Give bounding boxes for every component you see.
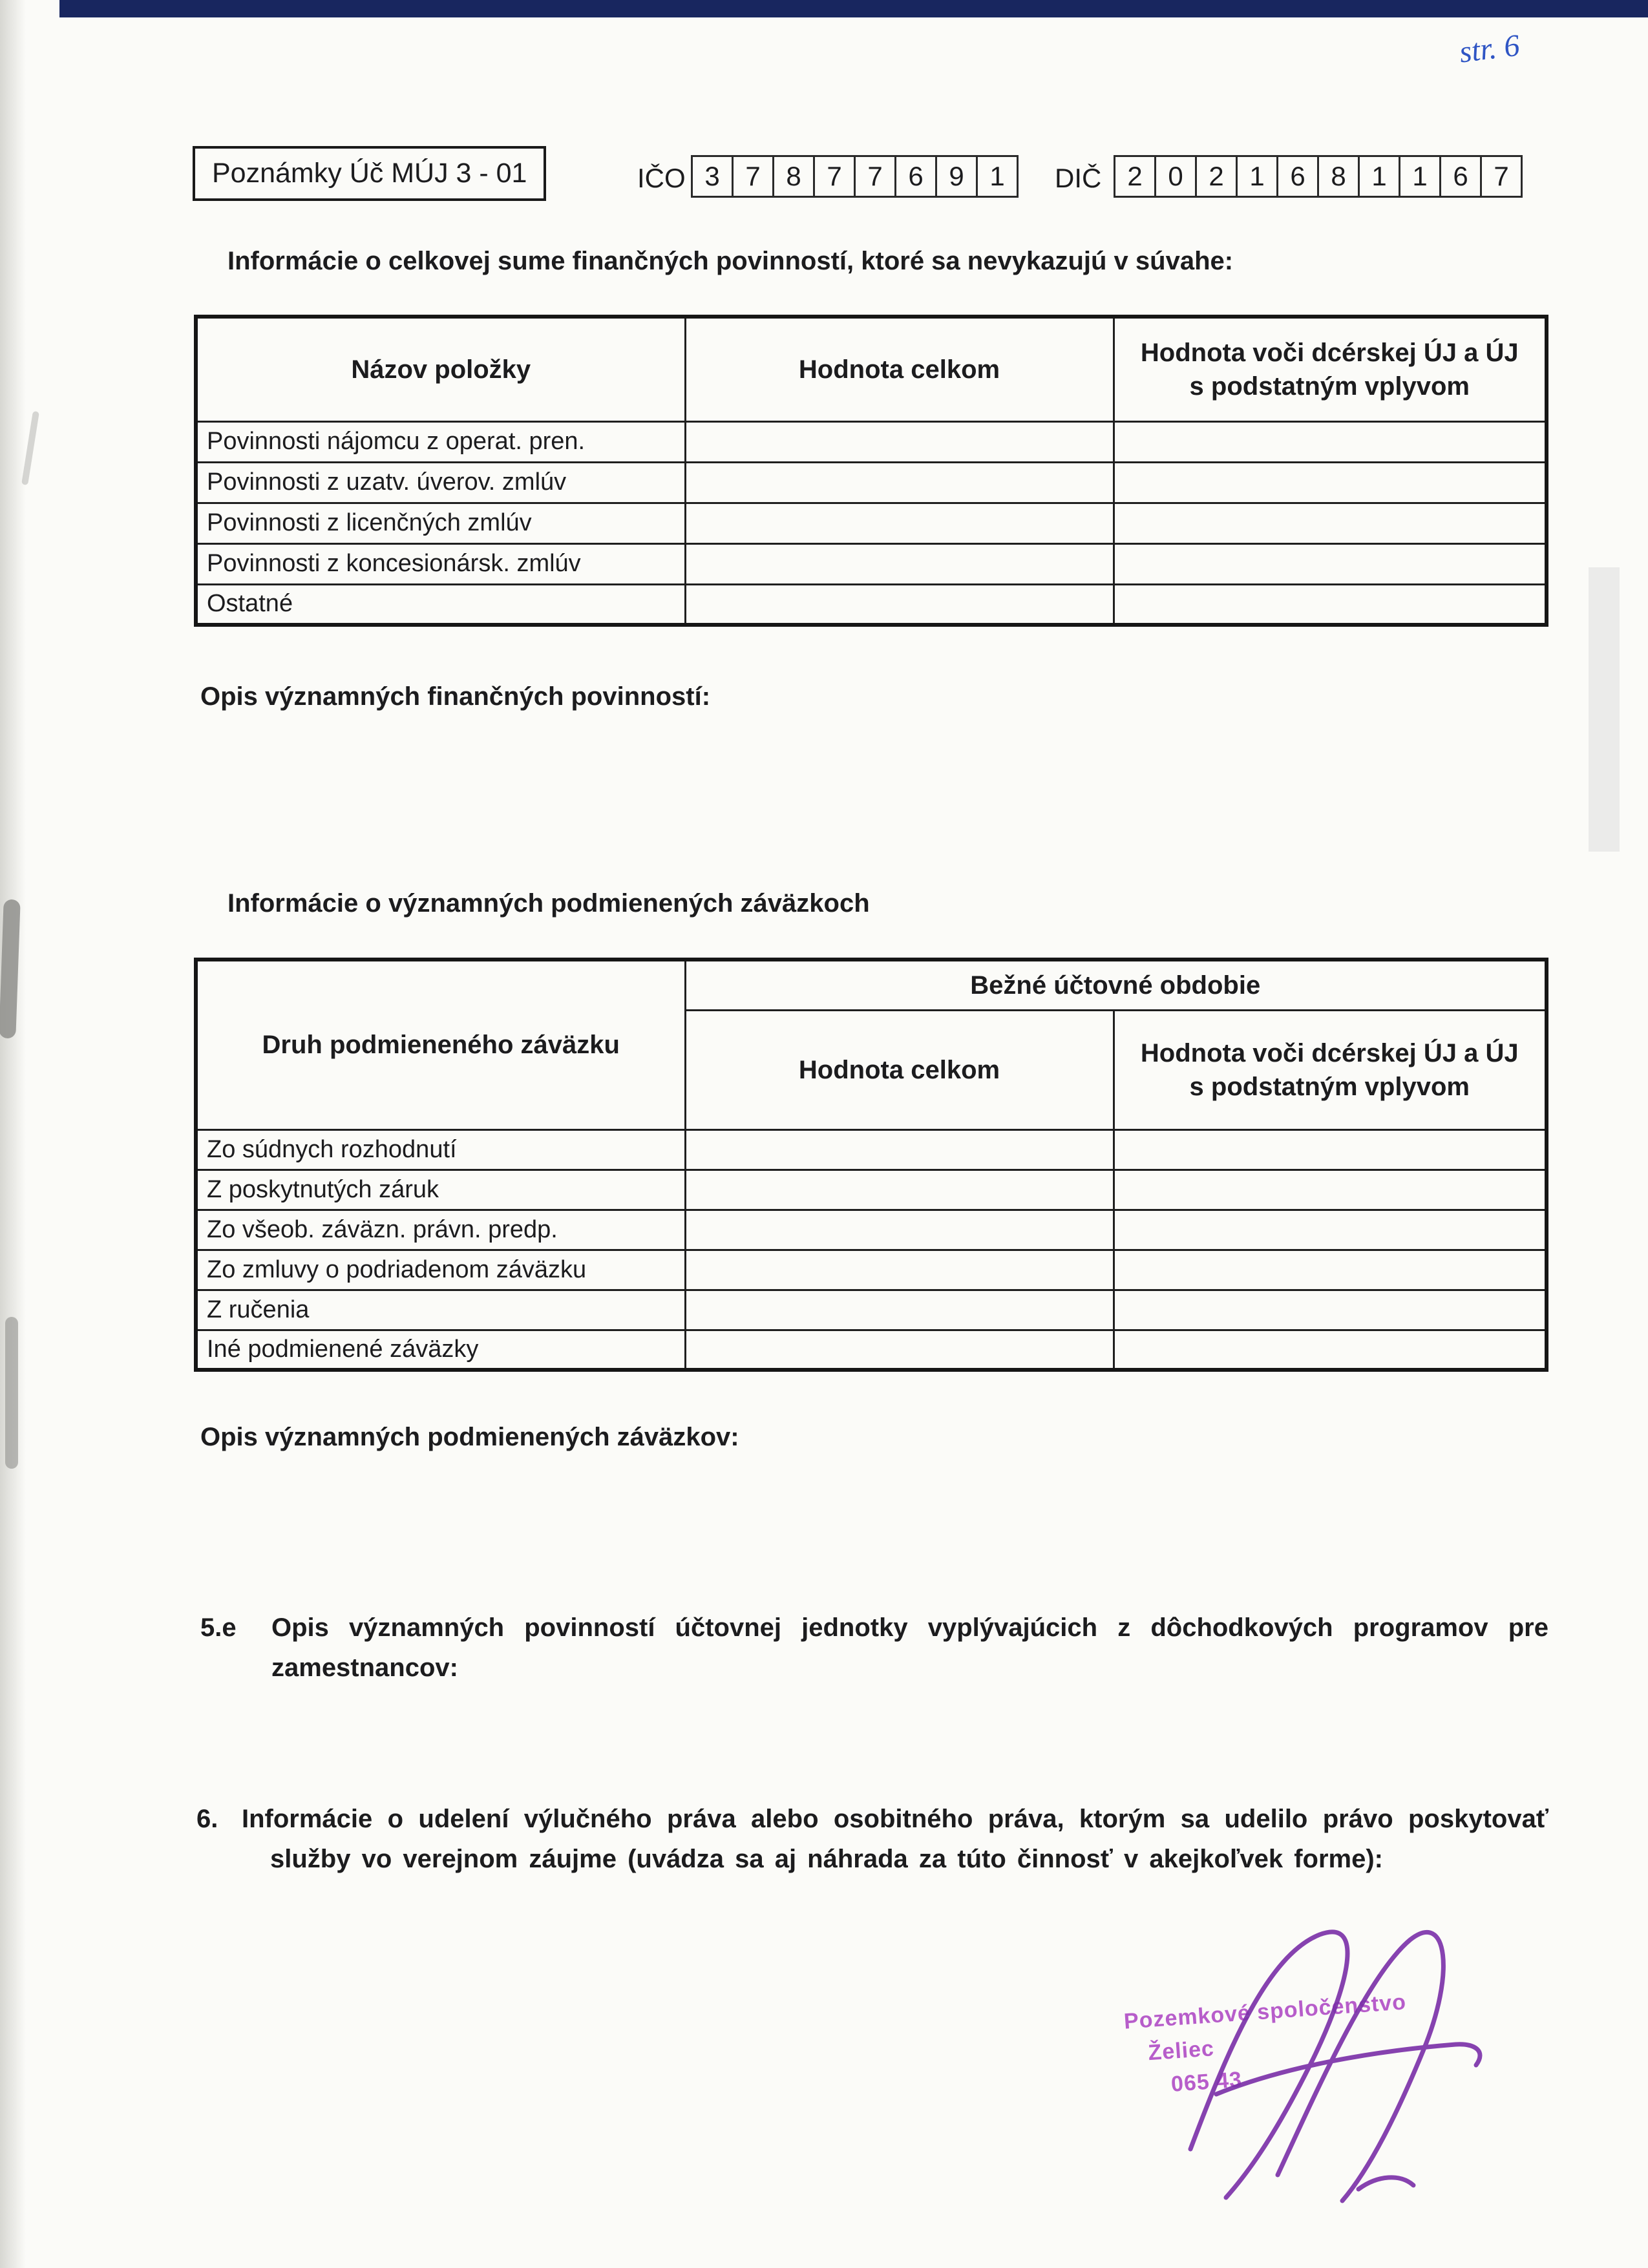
section-6-text: Informácie o udelení výlučného práva alebo osobitného práva, ktorým sa udelilo právo poskytovať služby vo verejnom záujme (uvádza sa aj náhrada za túto činnosť v akejkoľvek forme): xyxy=(242,1805,1548,1873)
value-cell-subsidiary xyxy=(1114,1290,1547,1330)
table-row xyxy=(196,1250,1547,1290)
row-label: Ostatné xyxy=(196,584,685,625)
value-cell-total xyxy=(685,1250,1114,1290)
ico-digit: 7 xyxy=(732,155,774,198)
table-row xyxy=(196,1330,1547,1370)
section1-title: Informácie o celkovej sume finančných povinností, ktoré sa nevykazujú v súvahe: xyxy=(227,247,1234,275)
stamp-line: 065 43 xyxy=(1170,2067,1243,2097)
handwritten-page-number: str. 6 xyxy=(1457,28,1522,70)
col-header-total: Hodnota celkom xyxy=(685,317,1114,421)
contingent-liabilities-description-label: Opis významných podmienených záväzkov: xyxy=(200,1423,739,1451)
col-header-period: Bežné účtovné obdobie xyxy=(685,960,1547,1010)
row-label: Z poskytnutých záruk xyxy=(196,1170,685,1210)
value-cell-total xyxy=(685,1210,1114,1250)
value-cell-subsidiary xyxy=(1114,1330,1547,1370)
dic-digit: 0 xyxy=(1154,155,1197,198)
ico-digit: 7 xyxy=(813,155,856,198)
table-row xyxy=(196,543,1547,584)
value-cell-total xyxy=(685,421,1114,462)
value-cell-subsidiary xyxy=(1114,584,1547,625)
value-cell-total xyxy=(685,1129,1114,1170)
ico-digit: 1 xyxy=(976,155,1019,198)
form-title: Poznámky Úč MÚJ 3 - 01 xyxy=(212,158,527,189)
ico-label: IČO xyxy=(637,163,686,193)
value-cell-total xyxy=(685,1330,1114,1370)
scan-artifact-right-band xyxy=(1589,567,1620,852)
row-label: Zo súdnych rozhodnutí xyxy=(196,1129,685,1170)
dic-digit: 1 xyxy=(1358,155,1400,198)
value-cell-subsidiary xyxy=(1114,1210,1547,1250)
ico-digit: 6 xyxy=(894,155,937,198)
financial-obligations-table xyxy=(194,315,1548,627)
table-row xyxy=(196,462,1547,503)
row-label: Zo všeob. záväzn. právn. predp. xyxy=(196,1210,685,1250)
table-row xyxy=(196,1210,1547,1250)
row-label: Povinnosti z koncesionársk. zmlúv xyxy=(196,543,685,584)
contingent-liabilities-table xyxy=(194,958,1548,1372)
col-header-name: Názov položky xyxy=(196,317,685,421)
section-5e-text: Opis významných povinností účtovnej jednotky vyplývajúcich z dôchodkových programov pre zamestnancov: xyxy=(271,1613,1548,1682)
value-cell-total xyxy=(685,543,1114,584)
value-cell-total xyxy=(685,462,1114,503)
signature xyxy=(1145,1897,1507,2207)
dic-digit: 2 xyxy=(1114,155,1156,198)
table-row xyxy=(196,1129,1547,1170)
section-6 xyxy=(196,1799,1548,1879)
value-cell-subsidiary xyxy=(1114,503,1547,543)
col-header-type: Druh podmieneného záväzku xyxy=(196,960,685,1129)
value-cell-total xyxy=(685,503,1114,543)
ico-digit: 7 xyxy=(854,155,896,198)
row-label: Povinnosti nájomcu z operat. pren. xyxy=(196,421,685,462)
dic-digit: 6 xyxy=(1276,155,1319,198)
ico-digit: 9 xyxy=(935,155,978,198)
dic-label: DIČ xyxy=(1055,163,1102,193)
section-6-number: 6. xyxy=(196,1805,218,1833)
dic-digit: 8 xyxy=(1317,155,1360,198)
table-row xyxy=(196,1290,1547,1330)
table-row xyxy=(196,421,1547,462)
dic-digit: 7 xyxy=(1480,155,1523,198)
value-cell-subsidiary xyxy=(1114,1250,1547,1290)
value-cell-subsidiary xyxy=(1114,543,1547,584)
section-5e-number: 5.e xyxy=(200,1613,237,1642)
stamp-line: Pozemkové spoločenstvo xyxy=(1123,1990,1408,2034)
dic-digit: 2 xyxy=(1195,155,1238,198)
ico-digit-boxes xyxy=(693,155,1019,198)
table-header-row-period xyxy=(196,960,1547,1010)
table-row xyxy=(196,584,1547,625)
value-cell-total xyxy=(685,584,1114,625)
ico-digit: 3 xyxy=(691,155,734,198)
scan-artifact-left-edge xyxy=(0,0,26,2268)
value-cell-total xyxy=(685,1290,1114,1330)
value-cell-subsidiary xyxy=(1114,1170,1547,1210)
row-label: Zo zmluvy o podriadenom záväzku xyxy=(196,1250,685,1290)
value-cell-subsidiary xyxy=(1114,421,1547,462)
row-label: Z ručenia xyxy=(196,1290,685,1330)
row-label: Povinnosti z licenčných zmlúv xyxy=(196,503,685,543)
value-cell-total xyxy=(685,1170,1114,1210)
financial-obligations-description-label: Opis významných finančných povinností: xyxy=(200,682,711,711)
ico-digit: 8 xyxy=(772,155,815,198)
table-row xyxy=(196,1170,1547,1210)
dic-digit: 1 xyxy=(1236,155,1278,198)
stamp-line: Želiec xyxy=(1147,2036,1216,2066)
col-header-total: Hodnota celkom xyxy=(685,1010,1114,1129)
dic-digit: 6 xyxy=(1439,155,1482,198)
value-cell-subsidiary xyxy=(1114,462,1547,503)
dic-digit: 1 xyxy=(1399,155,1441,198)
col-header-subsidiary: Hodnota voči dcérskej ÚJ a ÚJ s podstatným vplyvom xyxy=(1114,1010,1547,1129)
table-row xyxy=(196,503,1547,543)
scan-artifact-smudge xyxy=(5,1317,18,1469)
section2-title: Informácie o významných podmienených záväzkoch xyxy=(227,889,870,918)
section-5e xyxy=(200,1608,1548,1688)
row-label: Iné podmienené záväzky xyxy=(196,1330,685,1370)
dic-digit-boxes xyxy=(1115,155,1523,198)
col-header-subsidiary: Hodnota voči dcérskej ÚJ a ÚJ s podstatným vplyvom xyxy=(1114,317,1547,421)
table-header-row xyxy=(196,317,1547,421)
form-title-box xyxy=(193,146,546,201)
value-cell-subsidiary xyxy=(1114,1129,1547,1170)
scan-artifact-top-bar xyxy=(59,0,1648,17)
row-label: Povinnosti z uzatv. úverov. zmlúv xyxy=(196,462,685,503)
